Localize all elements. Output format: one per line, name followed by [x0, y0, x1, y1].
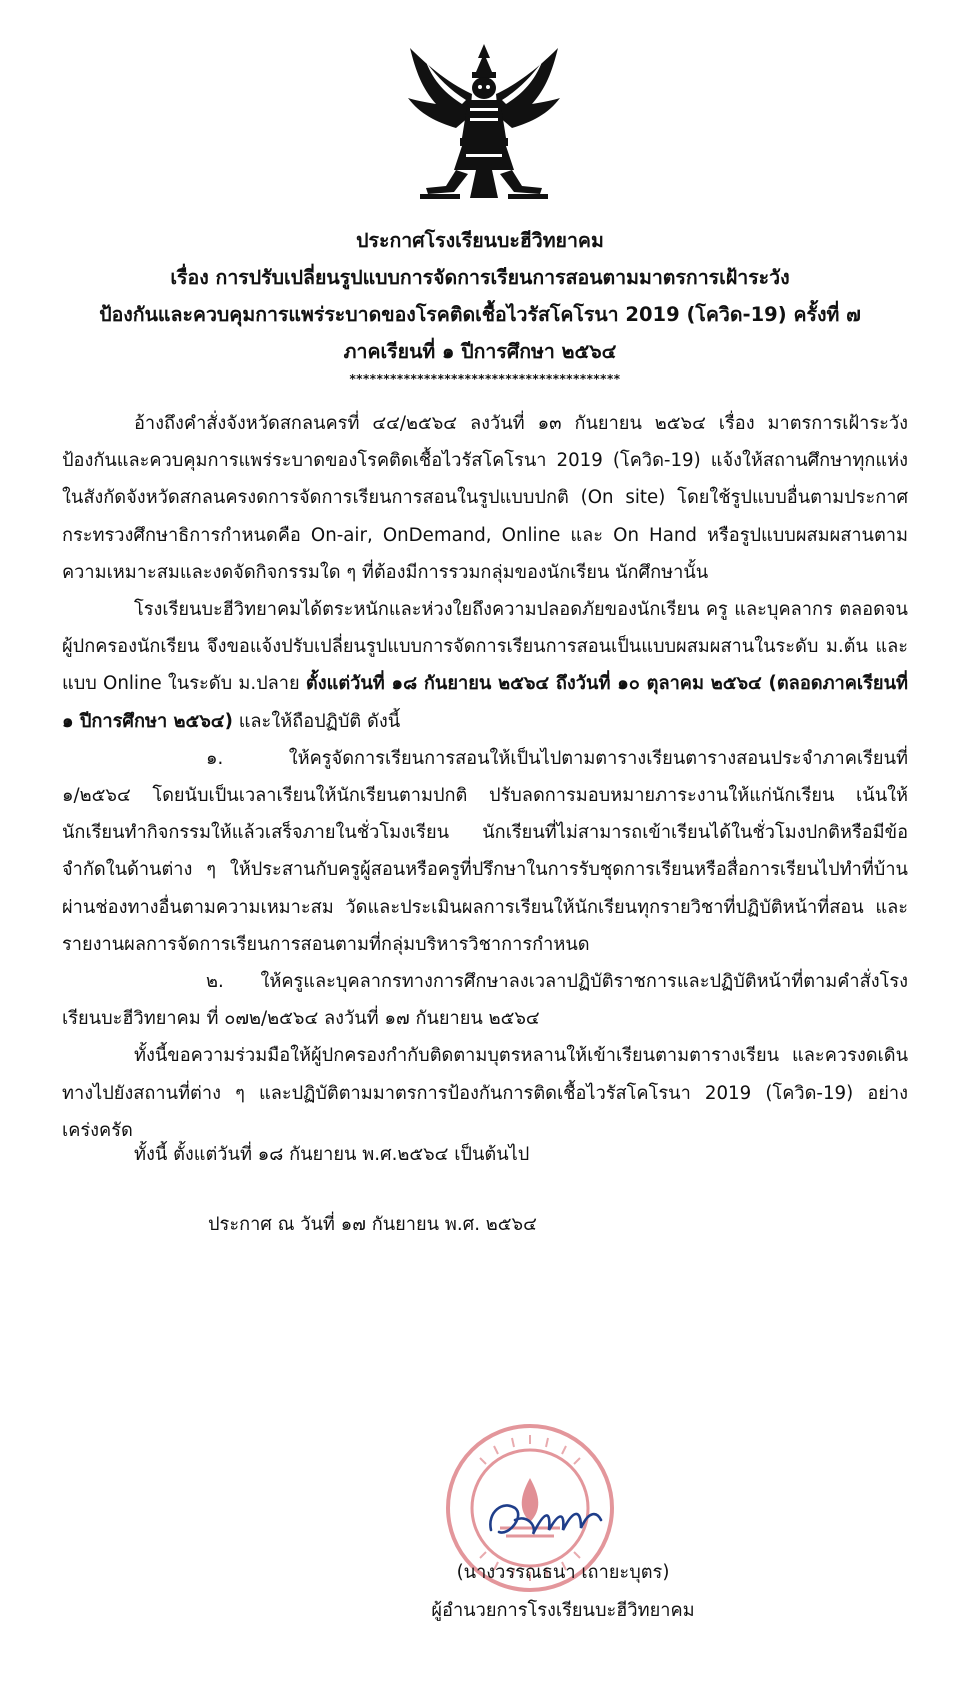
paragraph-school-notice [62, 591, 908, 740]
paragraph-cooperation: ทั้งนี้ขอความร่วมมือให้ผู้ปกครองกำกับติดตามบุตรหลานให้เข้าเรียนตามตารางเรียน และควรงดเดินทางไปยังสถานที่ต่าง ๆ และปฏิบัติตามมาตรการป้องกันการติดเชื้อไวรัสโคโรนา 2019 (โควิด-19) อย่างเคร่งครัด [62, 1045, 908, 1141]
handwritten-signature-icon [485, 1490, 605, 1546]
announcement-body [62, 405, 908, 1149]
garuda-emblem-icon [406, 42, 562, 202]
separator-line: **************************************** [349, 372, 621, 386]
announcement-title-block [40, 222, 920, 370]
title-semester: ภาคเรียนที่ ๑ ปีการศึกษา ๒๕๖๔ [343, 340, 617, 363]
notice-date-range: ตั้งแต่วันที่ ๑๘ กันยายน ๒๕๖๔ ถึงวันที่ ๑๐ ตุลาคม ๒๕๖๔ (ตลอดภาคเรียนที่ ๑ ปีการศึกษา ๒๕๖๔) [62, 673, 908, 732]
notice-text: โรงเรียนบะฮีวิทยาคมได้ตระหนักและห่วงใยถึงความปลอดภัยของนักเรียน ครู และบุคลากร ตลอดจนผู้ปกครองนักเรียน จึงขอแจ้งปรับเปลี่ยนรูปแบบการจัดการเรียนการสอนเป็นแบบผสมผสานในระดับ ม.ต้น และแบบ Online ในระดับ ม.ปลาย [62, 599, 908, 695]
effective-date: ทั้งนี้ ตั้งแต่วันที่ ๑๘ กันยายน พ.ศ.๒๕๖๔ เป็นต้นไป [134, 1144, 530, 1165]
signer-position: ผู้อำนวยการโรงเรียนบะฮีวิทยาคม [431, 1600, 695, 1621]
notice-text-end: และให้ถือปฏิบัติ ดังนี้ [238, 710, 401, 732]
list-item-2: ๒. ให้ครูและบุคลากรทางการศึกษาลงเวลาปฏิบัติราชการและปฏิบัติหน้าที่ตามคำสั่งโรงเรียนบะฮีวิทยาคม ที่ ๐๗๒/๒๕๖๔ ลงวันที่ ๑๗ กันยายน ๒๕๖๔ [62, 971, 908, 1030]
title-subject-cont: ป้องกันและควบคุมการแพร่ระบาดของโรคติดเชื้อไวรัสโคโรนา 2019 (โควิด-19) ครั้งที่ ๗ [99, 303, 861, 326]
title-school: ประกาศโรงเรียนบะฮีวิทยาคม [356, 229, 604, 252]
signer-name: (นางวรรณธนา เถายะบุตร) [456, 1562, 670, 1583]
paragraph-reference: อ้างถึงคำสั่งจังหวัดสกลนครที่ ๔๔/๒๕๖๔ ลงวันที่ ๑๓ กันยายน ๒๕๖๔ เรื่อง มาตรการเฝ้าระวัง ป้องกันและควบคุมการแพร่ระบาดของโรคติดเชื้อไวรัสโคโรนา 2019 (โควิด-19) แจ้งให้สถานศึกษาทุกแห่งในสังกัดจังหวัดสกลนครงดการจัดการเรียนการสอนในรูปแบบปกติ (On site) โดยใช้รูปแบบอื่นตามประกาศกระทรวงศึกษาธิการกำหนดคือ On-air, OnDemand, Online และ On Hand หรือรูปแบบผสมผสานตามความเหมาะสมและงดจัดกิจกรรมใด ๆ ที่ต้องมีการรวมกลุ่มของนักเรียน นักศึกษานั้น [62, 413, 908, 583]
announcement-date: ประกาศ ณ วันที่ ๑๗ กันยายน พ.ศ. ๒๕๖๔ [208, 1214, 537, 1235]
list-item-1: ๑. ให้ครูจัดการเรียนการสอนให้เป็นไปตามตารางเรียนตารางสอนประจำภาคเรียนที่ ๑/๒๕๖๔ โดยนับเป็นเวลาเรียนให้นักเรียนตามปกติ ปรับลดการมอบหมายภาระงานให้แก่นักเรียน เน้นให้นักเรียนทำกิจกรรมให้แล้วเสร็จภายในชั่วโมงเรียน นักเรียนที่ไม่สามารถเข้าเรียนได้ในชั่วโมงปกติหรือมีข้อจำกัดในด้านต่าง ๆ ให้ประสานกับครูผู้สอนหรือครูที่ปรึกษาในการรับชุดการเรียนหรือสื่อการเรียนไปทำที่บ้านผ่านช่องทางอื่นตามความเหมาะสม วัดและประเมินผลการเรียนให้นักเรียนทุกรายวิชาที่ปฏิบัติหน้าที่สอน และรายงานผลการจัดการเรียนการสอนตามที่กลุ่มบริหารวิชาการกำหนด [62, 747, 908, 955]
title-subject: เรื่อง การปรับเปลี่ยนรูปแบบการจัดการเรียนการสอนตามมาตรการเฝ้าระวัง [170, 266, 790, 289]
